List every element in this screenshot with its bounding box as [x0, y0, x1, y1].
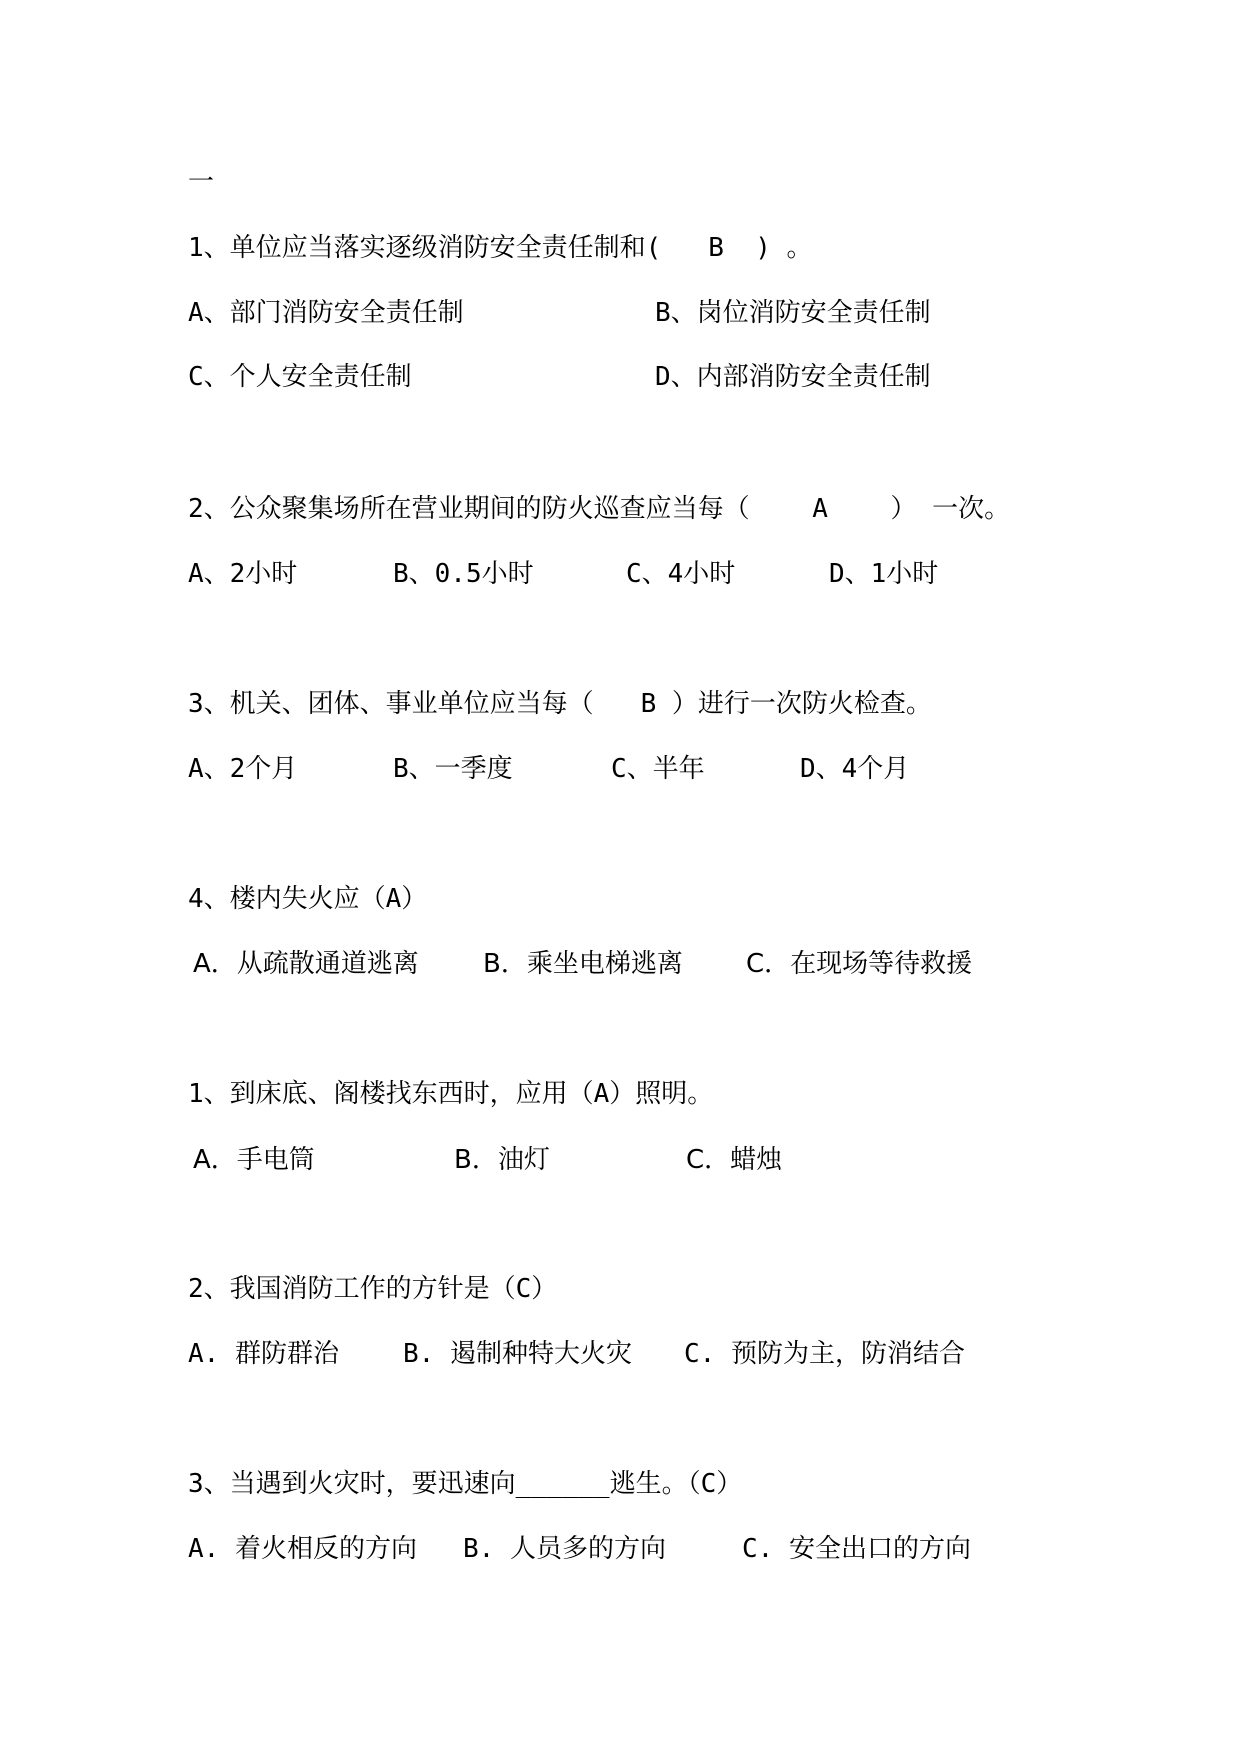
option: A、部门消防安全责任制 [188, 298, 464, 328]
question-stem: 3、机关、团体、事业单位应当每（ B ）进行一次防火检查。 [188, 689, 932, 719]
option: B. 遏制种特大火灾 [403, 1339, 632, 1369]
option: C、半年 [611, 754, 705, 784]
question-stem: 1、到床底、阁楼找东西时，应用（A）照明。 [188, 1079, 714, 1109]
section-mark: 一 [188, 167, 215, 197]
question-stem: 2、公众聚集场所在营业期间的防火巡查应当每（ A ） 一次。 [188, 494, 1011, 524]
question-stem: 2、我国消防工作的方针是（C） [188, 1274, 558, 1304]
option: A．从疏散通道逃离 [193, 949, 419, 979]
option: A. 群防群治 [188, 1339, 339, 1369]
option: B．油灯 [454, 1145, 550, 1175]
option: B、岗位消防安全责任制 [655, 298, 931, 328]
option: C、个人安全责任制 [188, 362, 412, 392]
option: A、2小时 [188, 559, 298, 589]
option: B．乘坐电梯逃离 [483, 949, 683, 979]
question-stem: 4、楼内失火应（A） [188, 884, 428, 914]
option: A、2个月 [188, 754, 298, 784]
option: C、4小时 [626, 559, 736, 589]
option: D、4个月 [800, 754, 910, 784]
option: D、1小时 [829, 559, 939, 589]
option: A. 着火相反的方向 [188, 1534, 417, 1564]
option: C. 安全出口的方向 [742, 1534, 971, 1564]
option: A．手电筒 [193, 1145, 315, 1175]
option: C．蜡烛 [686, 1145, 783, 1175]
option: B、一季度 [393, 754, 513, 784]
option: C. 预防为主，防消结合 [684, 1339, 965, 1369]
option: D、内部消防安全责任制 [655, 362, 931, 392]
question-stem: 3、当遇到火灾时，要迅速向______逃生。（C） [188, 1469, 743, 1499]
option: B. 人员多的方向 [463, 1534, 666, 1564]
option: C．在现场等待救援 [746, 949, 973, 979]
option: B、0.5小时 [393, 559, 534, 589]
question-stem: 1、单位应当落实逐级消防安全责任制和( B ) 。 [188, 233, 813, 263]
